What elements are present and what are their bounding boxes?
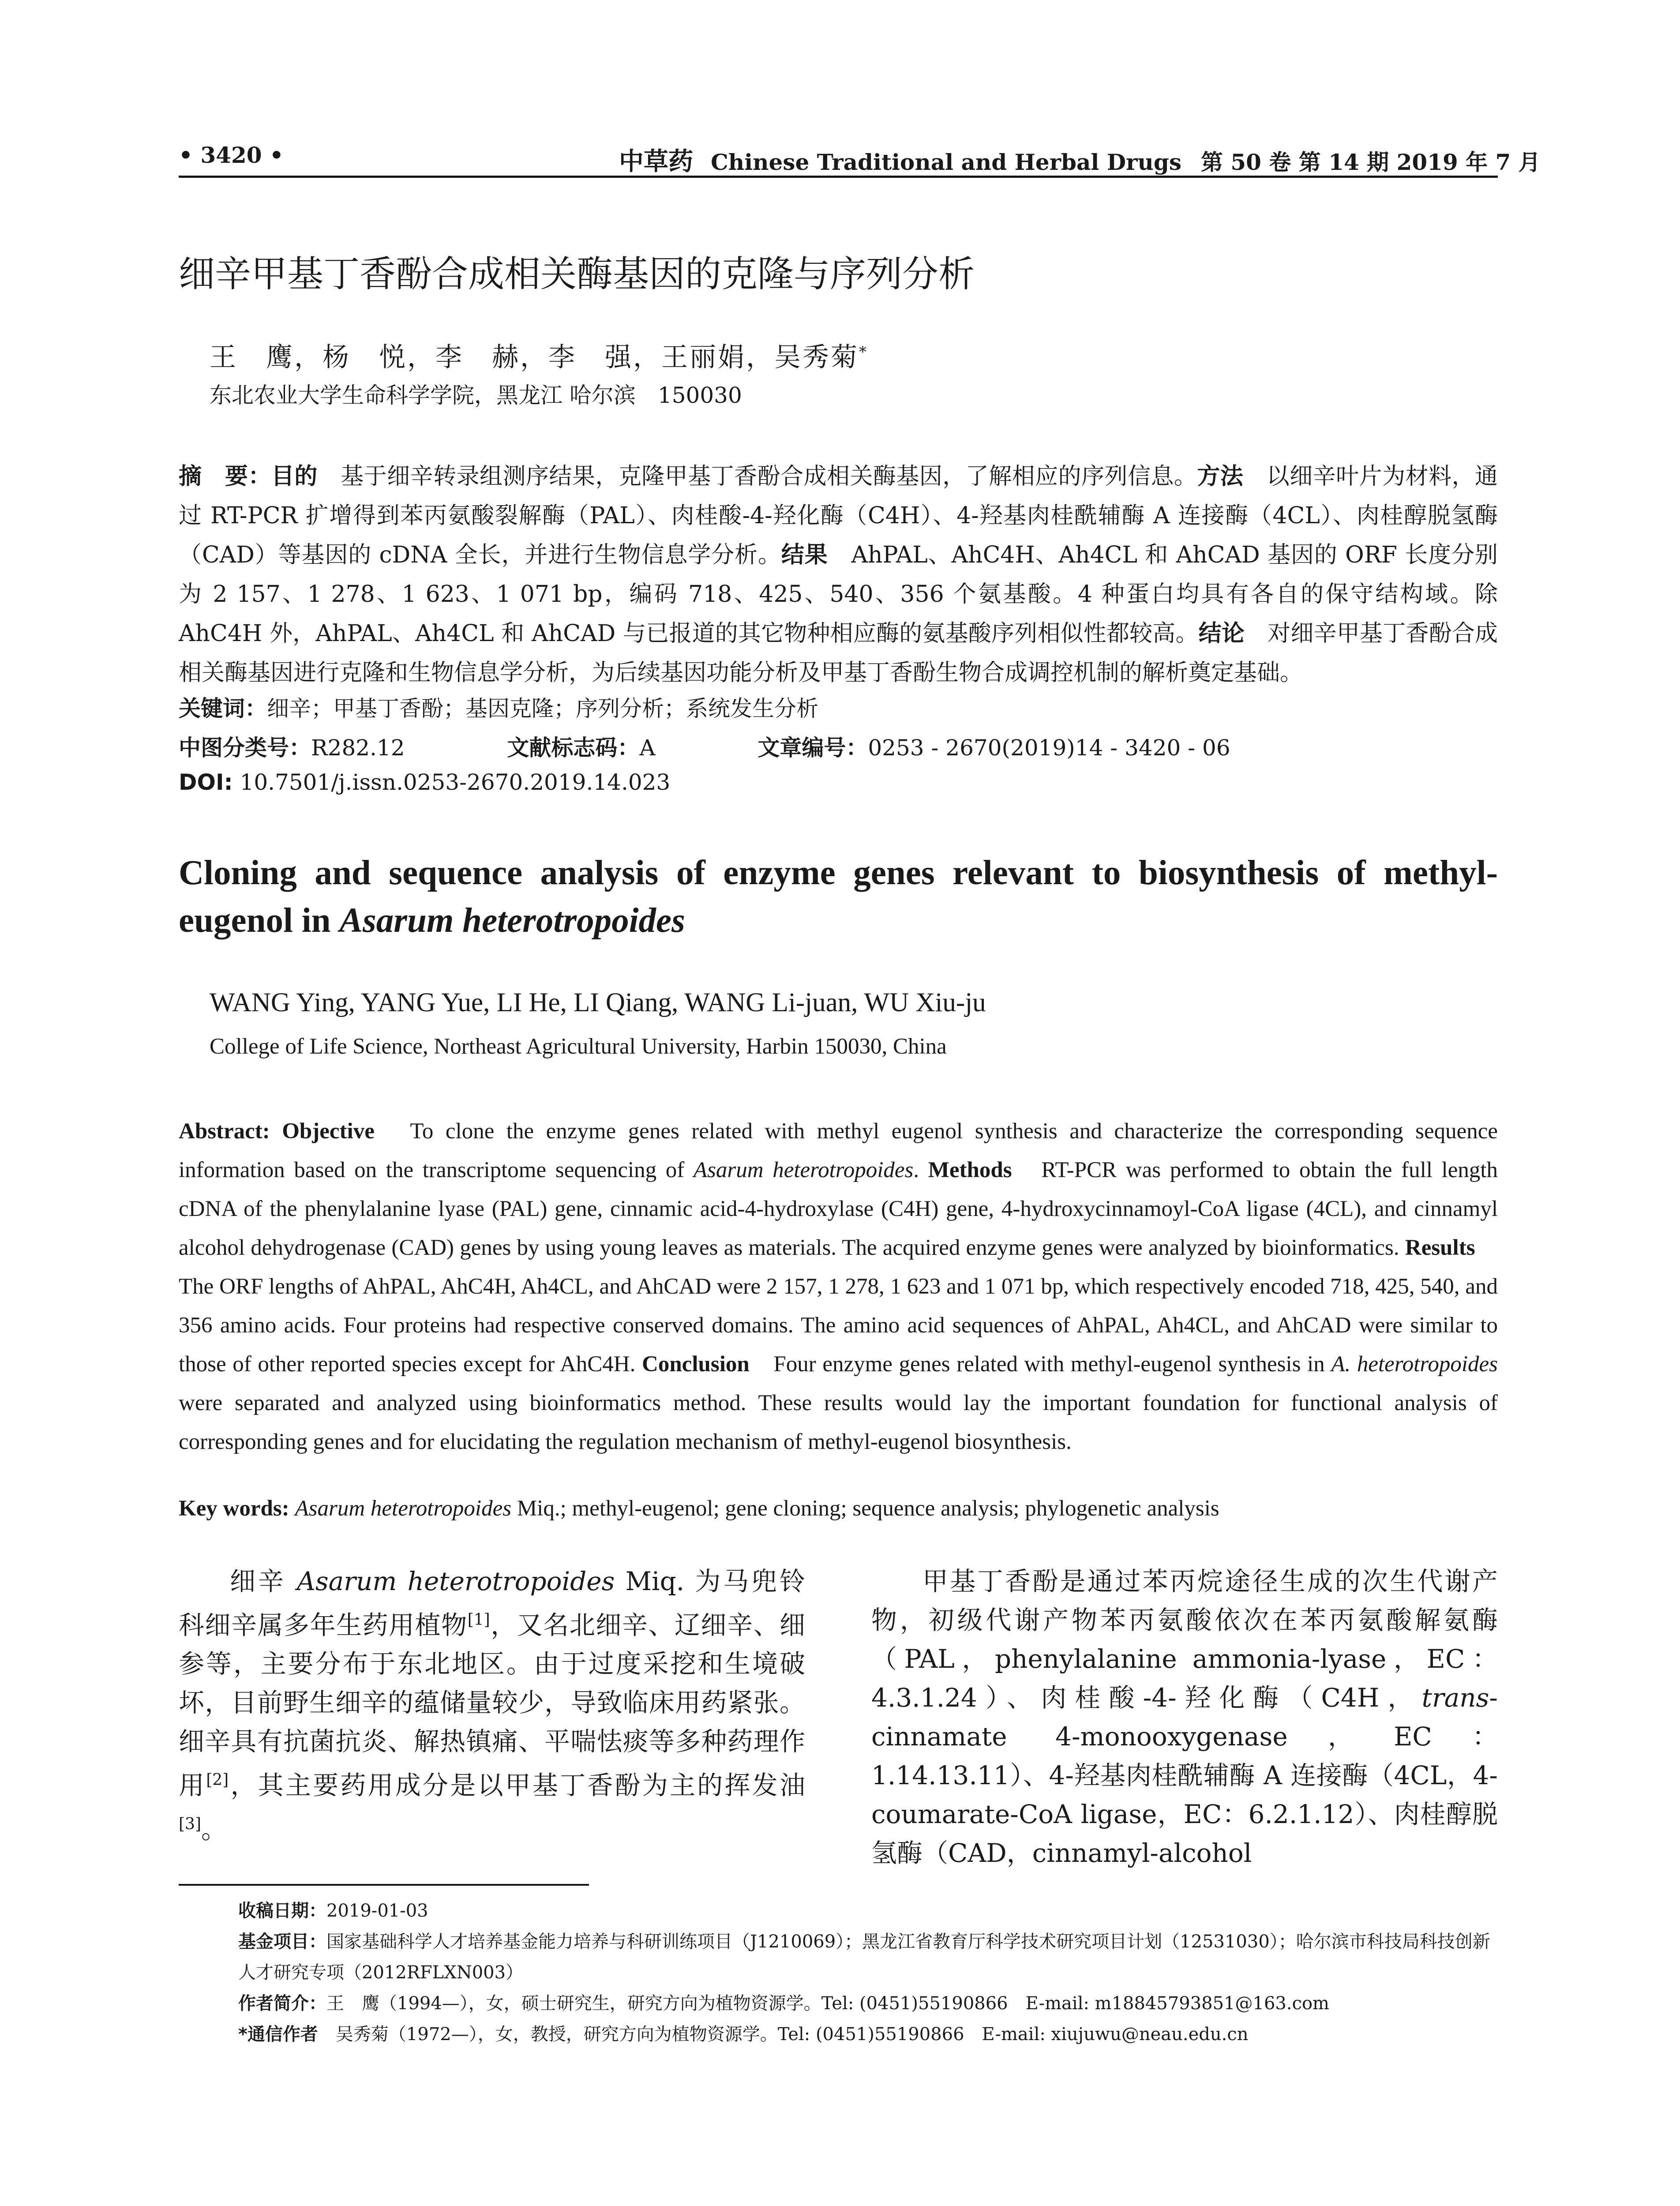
conclusion-label-cn: 结论 [1198,620,1245,647]
keywords-cn: 关键词：细辛；甲基丁香酚；基因克隆；序列分析；系统发生分析 [179,696,818,721]
citation-1[interactable]: [1] [467,1611,490,1629]
methods-label-cn: 方法 [1197,463,1244,490]
conclusion-label-en: Conclusion [641,1352,750,1377]
journal-name-cn: 中草药 [619,147,693,176]
abstract-label-en: Abstract: [179,1119,270,1144]
body-column-left [179,1562,805,1849]
footnotes [238,1895,1498,2050]
footnote-corresponding: *通信作者 吴秀菊（1972—），女，教授，研究方向为植物资源学。Tel: (0451)55190866 E-mail: xiujuwu@neau.edu.cn [238,2024,1249,2045]
footnote-received: 收稿日期：2019-01-03 [238,1901,428,1921]
footnote-author: 作者简介：王 鹰（1994—），女，硕士研究生，研究方向为植物资源学。Tel: (0451)55190866 E-mail: m18845793851@163.com [238,1993,1329,2014]
english-authors: WANG Ying, YANG Yue, LI He, LI Qiang, WANG Li-juan, WU Xiu-ju [210,988,986,1017]
chinese-authors: 王 鹰，杨 悦，李 赫，李 强，王丽娟，吴秀菊* [210,342,868,373]
english-abstract: Abstract: Objective To clone the enzyme genes related with methyl eugenol synthesis and characterize the corresponding sequence information based on the transcriptome sequencing of Asarum heterotropoides. Methods RT-PCR was performed to obtain the full length cDNA of the phenylalanine lyase (PAL) gene, cinnamic acid-4-hydroxylase (C4H) gene, 4-hydroxycinnamoyl-CoA ligase (4CL), and cinnamyl alcohol dehydrogenase (CAD) genes by using young leaves as materials. The acquired enzyme genes were analyzed by bioinformatics. Results The ORF lengths of AhPAL, AhC4H, Ah4CL, and AhCAD were 2 157, 1 278, 1 623 and 1 071 bp, which respectively encoded 718, 425, 540, and 356 amino acids. Four proteins had respective conserved domains. The amino acid sequences of AhPAL, Ah4CL, and AhCAD were similar to those of other reported species except for AhC4H. Conclusion Four enzyme genes related with methyl-eugenol synthesis in A. heterotropoides were separated and analyzed using bioinformatics method. These results would lay the important foundation for functional analysis of corresponding genes and for elucidating the regulation mechanism of methyl-eugenol biosynthesis. [179,1119,1498,1454]
chinese-abstract: 摘 要：目的 基于细辛转录组测序结果，克隆甲基丁香酚合成相关酶基因，了解相应的序列信息。方法 以细辛叶片为材料，通过 RT-PCR 扩增得到苯丙氨酸裂解酶（PAL）、肉桂酸-4-羟化酶（C4H）、4-羟基肉桂酰辅酶 A 连接酶（4CL）、肉桂醇脱氢酶（CAD）等基因的 cDNA 全长，并进行生物信息学分析。结果 AhPAL、AhC4H、Ah4CL 和 AhCAD 基因的 ORF 长度分别为 2 157、1 278、1 623、1 071 bp，编码 718、425、540、356 个氨基酸。4 种蛋白均具有各自的保守结构域。除 AhC4H 外，AhPAL、Ah4CL 和 AhCAD 与已报道的其它物种相应酶的氨基酸序列相似性都较高。结论 对细辛甲基丁香酚合成相关酶基因进行克隆和生物信息学分析，为后续基因功能分析及甲基丁香酚生物合成调控机制的解析奠定基础。 [179,463,1498,686]
footnote-funding: 基金项目：国家基础科学人才培养基金能力培养与科研训练项目（J1210069）；黑龙江省教育厅科学技术研究项目计划（12531030）；哈尔滨市科技局科技创新人才研究专项（2012RFLXN003） [238,1932,1490,1983]
english-affiliation: College of Life Science, Northeast Agricultural University, Harbin 150030, China [210,1034,947,1059]
running-header [179,140,1541,178]
page-number: • 3420 • [179,142,284,168]
keywords-en: Key words: Asarum heterotropoides Miq.; methyl-eugenol; gene cloning; sequence analysis; phylogenetic analysis [179,1496,1219,1521]
objective-label-en: Objective [282,1119,375,1144]
footnote-divider [179,1884,589,1886]
methods-label-en: Methods [928,1158,1012,1182]
issue-info: 第 50 卷 第 14 期 2019 年 7 月 [1200,149,1541,175]
doi-line: DOI: 10.7501/j.issn.0253-2670.2019.14.023 [179,769,671,795]
classification-line: 中图分类号：R282.12 文献标志码：A 文章编号：0253 - 2670(2019)14 - 3420 - 06 [179,735,1230,761]
journal-name-en: Chinese Traditional and Herbal Drugs [711,149,1181,175]
citation-2[interactable]: [2] [206,1771,229,1790]
body-paragraph: 细辛 Asarum heterotropoides Miq. 为马兜铃科细辛属多年生药用植物[1]，又名北细辛、辽细辛、细参等，主要分布于东北地区。由于过度采挖和生境破坏，目前野生细辛的蕴储量较少，导致临床用药紧张。细辛具有抗菌抗炎、解热镇痛、平喘怯痰等多种药理作用[2]，其主要药用成分是以甲基丁香酚为主的挥发油[3]。 [179,1566,805,1844]
english-title: Cloning and sequence analysis of enzyme genes relevant to biosynthesis of methyl-eugenol in Asarum heterotropoides [179,854,1498,940]
doi-value: 10.7501/j.issn.0253-2670.2019.14.023 [232,769,671,795]
body-paragraph: 甲基丁香酚是通过苯丙烷途径生成的次生代谢产物，初级代谢产物苯丙氨酸依次在苯丙氨酸解氨酶（PAL，phenylalanine ammonia-lyase，EC：4.3.1.24）、肉桂酸-4-羟化酶（C4H，trans-cinnamate 4-monooxygenase，EC：1.14.13.11）、4-羟基肉桂酰辅酶 A 连接酶（4CL，4-coumarate-CoA ligase，EC：6.2.1.12）、肉桂醇脱氢酶（CAD，cinnamyl-alcohol [871,1566,1498,1868]
corresponding-mark: * [859,343,868,361]
journal-line [619,142,1541,177]
chinese-affiliation: 东北农业大学生命科学学院，黑龙江 哈尔滨 150030 [210,383,742,408]
citation-3[interactable]: [3] [179,1815,201,1833]
chinese-title: 细辛甲基丁香酚合成相关酶基因的克隆与序列分析 [179,253,975,295]
results-label-en: Results [1405,1235,1475,1260]
body-column-right [871,1562,1498,1872]
results-label-cn: 结果 [781,542,828,568]
objective-label-cn: 目的 [271,463,318,490]
abstract-label-cn: 摘 要： [179,463,271,490]
